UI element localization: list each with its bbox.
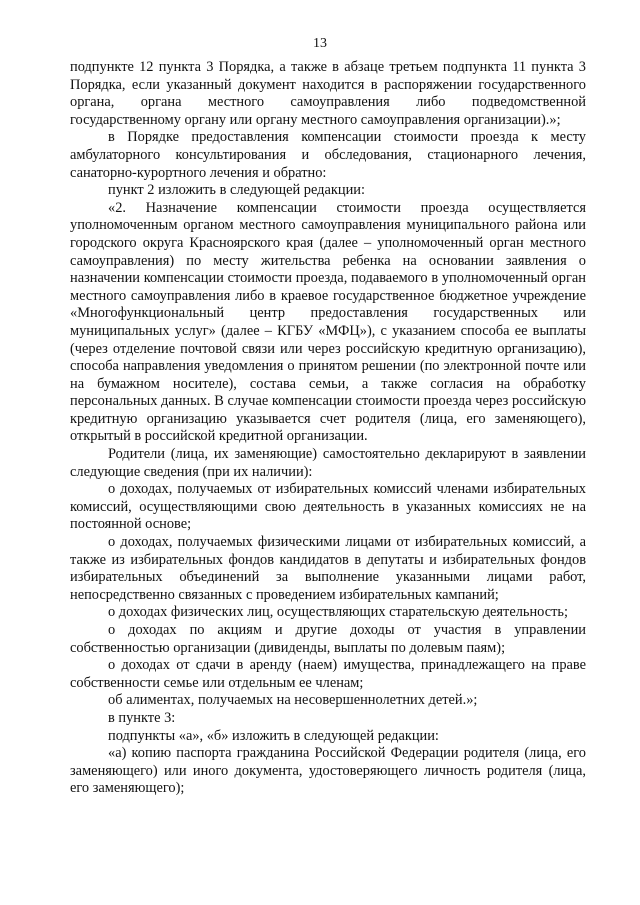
list-item-alimony: об алиментах, получаемых на несовершеннолетних детей.»; xyxy=(108,692,478,709)
list-item-election-commission-income: о доходах, получаемых от избирательных комиссий членами избирательных комиссий, осуществляющими свою деятельность в указанных комиссиях не на постоянной основе; xyxy=(70,481,586,533)
document-body xyxy=(70,59,586,798)
page-number: 13 xyxy=(313,36,327,51)
list-item-election-funds-income: о доходах, получаемых физическими лицами от избирательных комиссий, а также из избирательных фондов кандидатов в депутаты и избирательных фондов избирательных объединений за выполнение указанными лицами работ, непосредственно связанных с проведением избирательных кампаний; xyxy=(70,534,586,603)
list-item-rent-income: о доходах от сдачи в аренду (наем) имущества, принадлежащего на праве собственности семье или отдельным ее членам; xyxy=(70,657,586,691)
paragraph-point-2-text: «2. Назначение компенсации стоимости проезда осуществляется уполномоченным органом местного самоуправления муниципального района или городского округа Красноярского края (далее – уполномоченный орган местного самоуправления) по месту жительства ребенка на основании заявления о назначении компенсации стоимости проезда, подаваемого в уполномоченный орган местного самоуправления либо в краевое государственное бюджетное учреждение «Многофункциональный центр предоставления государственных или муниципальных услуг» (далее – КГБУ «МФЦ»), с указанием способа ее выплаты (через отделение почтовой связи или через российскую кредитную организацию), способа направления уведомления о принятом решении (по электронной почте или на бумажном носителе), состава семьи, а также согласия на обработку персональных данных. В случае компенсации стоимости проезда через российскую кредитную организацию указывается счет родителя (лица, его заменяющего), открытый в российской кредитной организации. xyxy=(70,199,586,445)
list-item-prospecting-income: о доходах физических лиц, осуществляющих старательскую деятельность; xyxy=(108,604,568,621)
paragraph-point-3-intro: в пункте 3: xyxy=(108,709,176,726)
paragraph-subpoints-instruction: подпункты «а», «б» изложить в следующей редакции: xyxy=(108,727,439,744)
paragraph-travel-compensation-procedure: в Порядке предоставления компенсации стоимости проезда к месту амбулаторного консультирования и обследования, стационарного лечения, санаторно-курортного лечения и обратно: xyxy=(70,129,586,181)
list-item-dividends-income: о доходах по акциям и другие доходы от участия в управлении собственностью организации (дивиденды, выплаты по долевым паям); xyxy=(70,622,586,656)
paragraph-subpoint-a: «а) копию паспорта гражданина Российской Федерации родителя (лица, его заменяющего) или иного документа, удостоверяющего личность родителя (лица, его заменяющего); xyxy=(70,745,586,797)
paragraph-parents-declare: Родители (лица, их заменяющие) самостоятельно декларируют в заявлении следующие сведения (при их наличии): xyxy=(70,446,586,480)
paragraph-continuation: подпункте 12 пункта 3 Порядка, а также в абзаце третьем подпункта 11 пункта 3 Порядка, если указанный документ находится в распоряжении государственного органа, органа местного самоуправления либо подведомственной государственному органу или органу местного самоуправления организации).»; xyxy=(70,59,586,128)
paragraph-point-2-instruction: пункт 2 изложить в следующей редакции: xyxy=(108,182,365,199)
